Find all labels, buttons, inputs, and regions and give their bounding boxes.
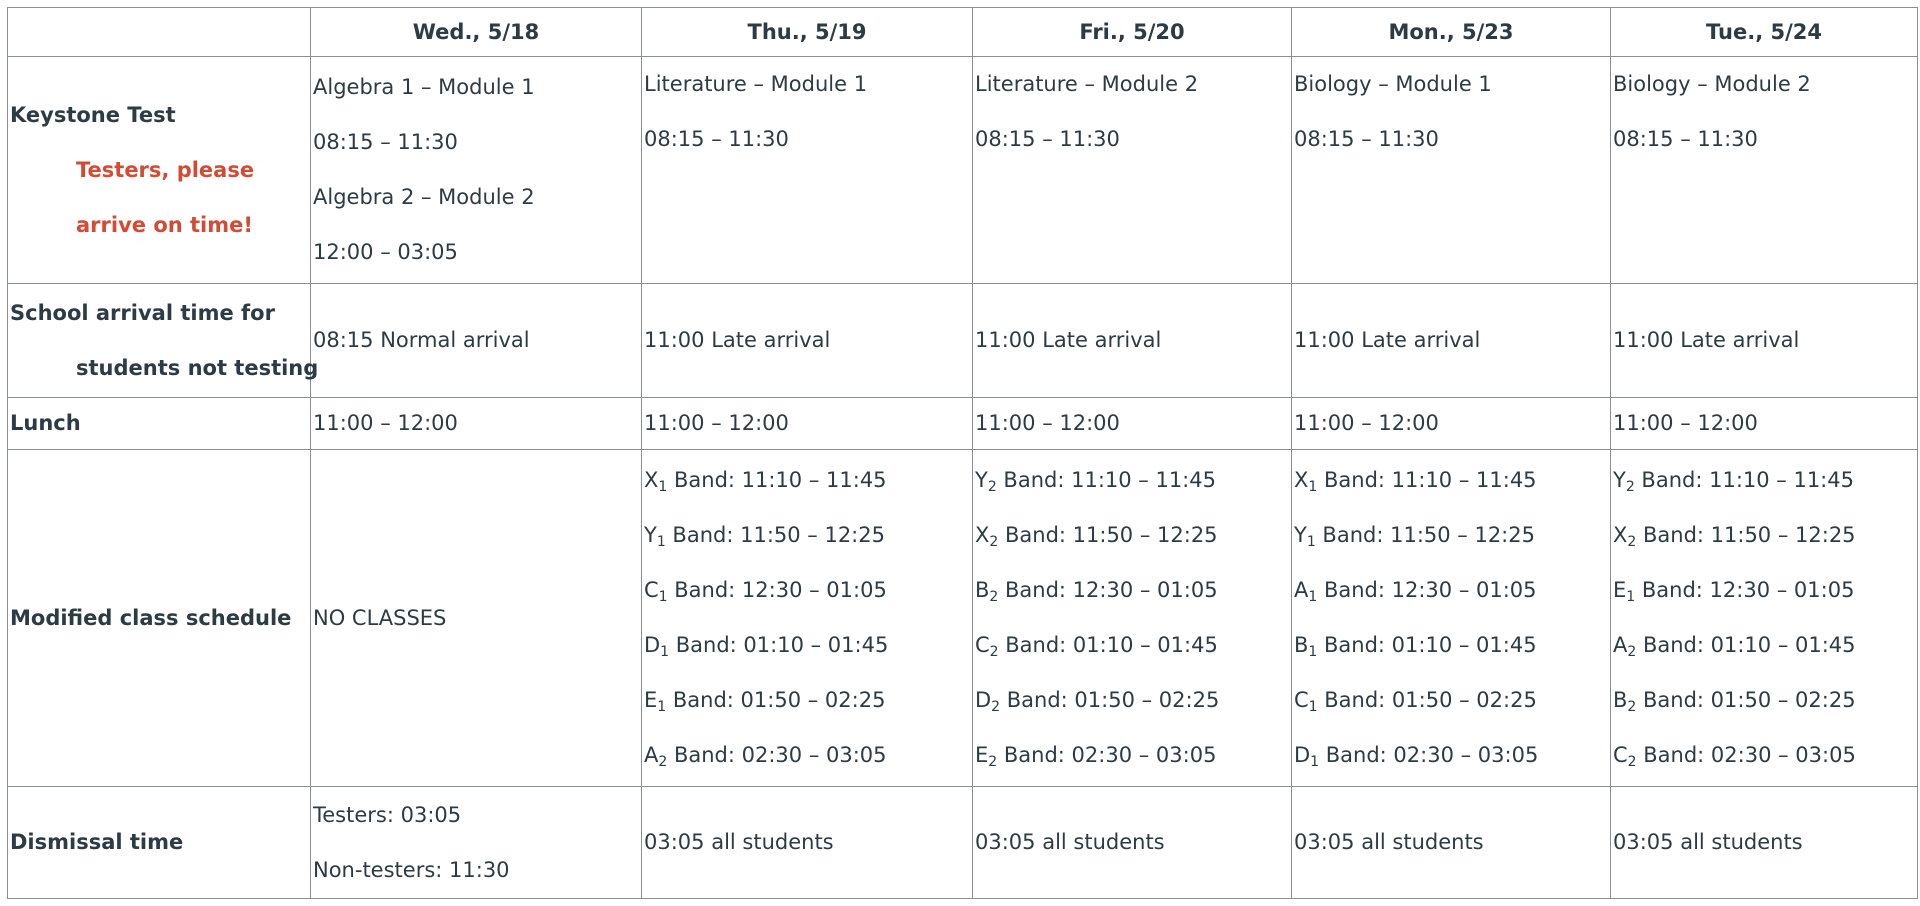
band-letter: B — [975, 578, 990, 602]
band-letter: C — [1613, 743, 1628, 767]
schedule-container — [7, 7, 1918, 899]
band-subscript: 2 — [1627, 534, 1637, 550]
band-letter: D — [644, 633, 661, 657]
band-time: Band: 02:30 – 03:05 — [1319, 743, 1539, 767]
classes-thu — [642, 450, 973, 787]
band-subscript: 1 — [1308, 699, 1318, 715]
keystone-label: Keystone Test — [10, 102, 176, 127]
dismissal-wed-line: Testers: 03:05 — [313, 802, 462, 827]
row-keystone-test — [8, 57, 1918, 284]
band-letter: C — [644, 578, 659, 602]
keystone-mon-line: Biology – Module 1 — [1294, 72, 1492, 96]
classes-fri — [973, 450, 1292, 787]
row-lunch — [8, 398, 1918, 450]
band-letter: A — [1613, 633, 1628, 657]
band-subscript: 2 — [1627, 754, 1637, 770]
band-subscript: 1 — [1306, 534, 1316, 550]
band-time: Band: 01:10 – 01:45 — [1636, 633, 1856, 657]
keystone-wed-line: 08:15 – 11:30 — [313, 130, 458, 154]
band-subscript: 2 — [658, 754, 668, 770]
header-fri: Fri., 5/20 — [973, 8, 1292, 57]
band-line — [1613, 508, 1917, 563]
band-subscript: 2 — [988, 754, 998, 770]
keystone-mon — [1292, 57, 1611, 284]
band-letter: B — [1613, 688, 1628, 712]
classes-mon — [1292, 450, 1611, 787]
band-letter: A — [644, 743, 659, 767]
row-class-schedule — [8, 450, 1918, 787]
band-time: Band: 11:50 – 12:25 — [1636, 523, 1856, 547]
keystone-wed — [311, 57, 642, 284]
header-wed: Wed., 5/18 — [311, 8, 642, 57]
dismissal-fri: 03:05 all students — [973, 787, 1292, 899]
band-line — [1294, 563, 1610, 618]
band-letter: Y — [644, 523, 657, 547]
band-time: Band: 02:30 – 03:05 — [667, 743, 887, 767]
dismissal-label: Dismissal time — [8, 787, 311, 899]
band-letter: Y — [975, 468, 988, 492]
band-letter: X — [644, 468, 659, 492]
band-subscript: 1 — [1308, 479, 1318, 495]
dismissal-wed — [311, 787, 642, 899]
header-thu: Thu., 5/19 — [642, 8, 973, 57]
row-arrival-time — [8, 284, 1918, 398]
band-subscript: 2 — [991, 699, 1001, 715]
keystone-label-cell — [8, 57, 311, 284]
band-time: Band: 02:30 – 03:05 — [1636, 743, 1856, 767]
band-line — [975, 508, 1291, 563]
band-letter: C — [975, 633, 990, 657]
band-line — [1294, 453, 1610, 508]
dismissal-thu: 03:05 all students — [642, 787, 973, 899]
band-subscript: 1 — [656, 534, 666, 550]
header-tue: Tue., 5/24 — [1611, 8, 1918, 57]
band-subscript: 1 — [658, 479, 668, 495]
band-time: Band: 01:10 – 01:45 — [1317, 633, 1537, 657]
dismissal-mon: 03:05 all students — [1292, 787, 1611, 899]
lunch-thu: 11:00 – 12:00 — [642, 398, 973, 450]
band-line — [1613, 618, 1917, 673]
band-time: Band: 11:10 – 11:45 — [1634, 468, 1854, 492]
band-line — [644, 453, 972, 508]
band-line — [644, 673, 972, 728]
arrival-fri: 11:00 Late arrival — [973, 284, 1292, 398]
classes-tue — [1611, 450, 1918, 787]
band-letter: C — [1294, 688, 1309, 712]
keystone-note-line-2: arrive on time! — [76, 212, 253, 237]
band-letter: X — [975, 523, 990, 547]
band-subscript: 2 — [1627, 699, 1637, 715]
band-time: Band: 11:50 – 12:25 — [1315, 523, 1535, 547]
arrival-thu: 11:00 Late arrival — [642, 284, 973, 398]
band-time: Band: 12:30 – 01:05 — [1317, 578, 1537, 602]
band-letter: D — [975, 688, 992, 712]
dismissal-wed-line: Non-testers: 11:30 — [313, 857, 510, 882]
band-line — [1613, 728, 1917, 783]
keystone-wed-line: Algebra 1 – Module 1 — [313, 75, 535, 99]
band-time: Band: 11:50 – 12:25 — [998, 523, 1218, 547]
lunch-wed: 11:00 – 12:00 — [311, 398, 642, 450]
band-time: Band: 02:30 – 03:05 — [997, 743, 1217, 767]
band-subscript: 1 — [657, 699, 667, 715]
keystone-mon-line: 08:15 – 11:30 — [1294, 127, 1439, 151]
band-subscript: 2 — [1625, 479, 1635, 495]
band-subscript: 1 — [1310, 754, 1320, 770]
band-time: Band: 01:10 – 01:45 — [998, 633, 1218, 657]
band-time: Band: 12:30 – 01:05 — [1635, 578, 1855, 602]
classes-label: Modified class schedule — [8, 450, 311, 787]
band-line — [1294, 673, 1610, 728]
keystone-fri-line: 08:15 – 11:30 — [975, 127, 1120, 151]
band-subscript: 2 — [987, 479, 997, 495]
band-subscript: 2 — [989, 644, 999, 660]
header-mon: Mon., 5/23 — [1292, 8, 1611, 57]
keystone-wed-line: Algebra 2 – Module 2 — [313, 185, 535, 209]
band-line — [975, 673, 1291, 728]
arrival-wed: 08:15 Normal arrival — [311, 284, 642, 398]
arrival-label-cell — [8, 284, 319, 398]
band-line — [1294, 508, 1610, 563]
keystone-thu — [642, 57, 973, 284]
keystone-thu-line: 08:15 – 11:30 — [644, 127, 789, 151]
band-subscript: 2 — [989, 534, 999, 550]
band-subscript: 2 — [1627, 644, 1637, 660]
dismissal-tue: 03:05 all students — [1611, 787, 1918, 899]
band-time: Band: 01:10 – 01:45 — [669, 633, 889, 657]
band-time: Band: 11:10 – 11:45 — [996, 468, 1216, 492]
band-line — [975, 618, 1291, 673]
band-time: Band: 01:50 – 02:25 — [1636, 688, 1856, 712]
band-time: Band: 12:30 – 01:05 — [667, 578, 887, 602]
band-line — [644, 508, 972, 563]
row-dismissal — [8, 787, 1918, 899]
lunch-mon: 11:00 – 12:00 — [1292, 398, 1611, 450]
keystone-tue — [1611, 57, 1918, 284]
band-subscript: 1 — [658, 589, 668, 605]
band-subscript: 2 — [989, 589, 999, 605]
band-line — [975, 728, 1291, 783]
band-line — [1613, 673, 1917, 728]
band-subscript: 1 — [660, 644, 670, 660]
arrival-label-line-1: School arrival time for — [10, 300, 275, 325]
lunch-label: Lunch — [8, 398, 311, 450]
keystone-wed-line: 12:00 – 03:05 — [313, 240, 458, 264]
keystone-tue-line: 08:15 – 11:30 — [1613, 127, 1758, 151]
arrival-tue: 11:00 Late arrival — [1611, 284, 1918, 398]
band-letter: A — [1294, 578, 1309, 602]
arrival-mon: 11:00 Late arrival — [1292, 284, 1611, 398]
band-line — [644, 563, 972, 618]
band-letter: D — [1294, 743, 1311, 767]
lunch-tue: 11:00 – 12:00 — [1611, 398, 1918, 450]
schedule-table — [7, 7, 1918, 899]
band-letter: E — [1613, 578, 1627, 602]
band-letter: E — [644, 688, 658, 712]
header-row — [8, 8, 1918, 57]
band-letter: E — [975, 743, 989, 767]
band-line — [1294, 728, 1610, 783]
band-subscript: 1 — [1626, 589, 1636, 605]
band-time: Band: 01:50 – 02:25 — [1000, 688, 1220, 712]
band-letter: B — [1294, 633, 1309, 657]
band-time: Band: 01:50 – 02:25 — [666, 688, 886, 712]
keystone-note-line-1: Testers, please — [76, 157, 255, 182]
header-corner — [8, 8, 311, 57]
band-letter: Y — [1613, 468, 1626, 492]
classes-wed: NO CLASSES — [311, 450, 642, 787]
band-time: Band: 11:50 – 12:25 — [665, 523, 885, 547]
band-line — [644, 728, 972, 783]
lunch-fri: 11:00 – 12:00 — [973, 398, 1292, 450]
band-line — [1613, 453, 1917, 508]
keystone-fri-line: Literature – Module 2 — [975, 72, 1199, 96]
band-time: Band: 01:50 – 02:25 — [1317, 688, 1537, 712]
band-line — [975, 563, 1291, 618]
band-line — [1294, 618, 1610, 673]
band-time: Band: 12:30 – 01:05 — [998, 578, 1218, 602]
keystone-fri — [973, 57, 1292, 284]
band-letter: X — [1613, 523, 1628, 547]
keystone-tue-line: Biology – Module 2 — [1613, 72, 1811, 96]
band-letter: X — [1294, 468, 1309, 492]
band-letter: Y — [1294, 523, 1307, 547]
band-line — [1613, 563, 1917, 618]
band-time: Band: 11:10 – 11:45 — [1317, 468, 1537, 492]
band-line — [644, 618, 972, 673]
band-line — [975, 453, 1291, 508]
arrival-label-line-2: students not testing — [76, 355, 319, 380]
band-subscript: 1 — [1308, 589, 1318, 605]
band-subscript: 1 — [1308, 644, 1318, 660]
keystone-thu-line: Literature – Module 1 — [644, 72, 868, 96]
band-time: Band: 11:10 – 11:45 — [667, 468, 887, 492]
